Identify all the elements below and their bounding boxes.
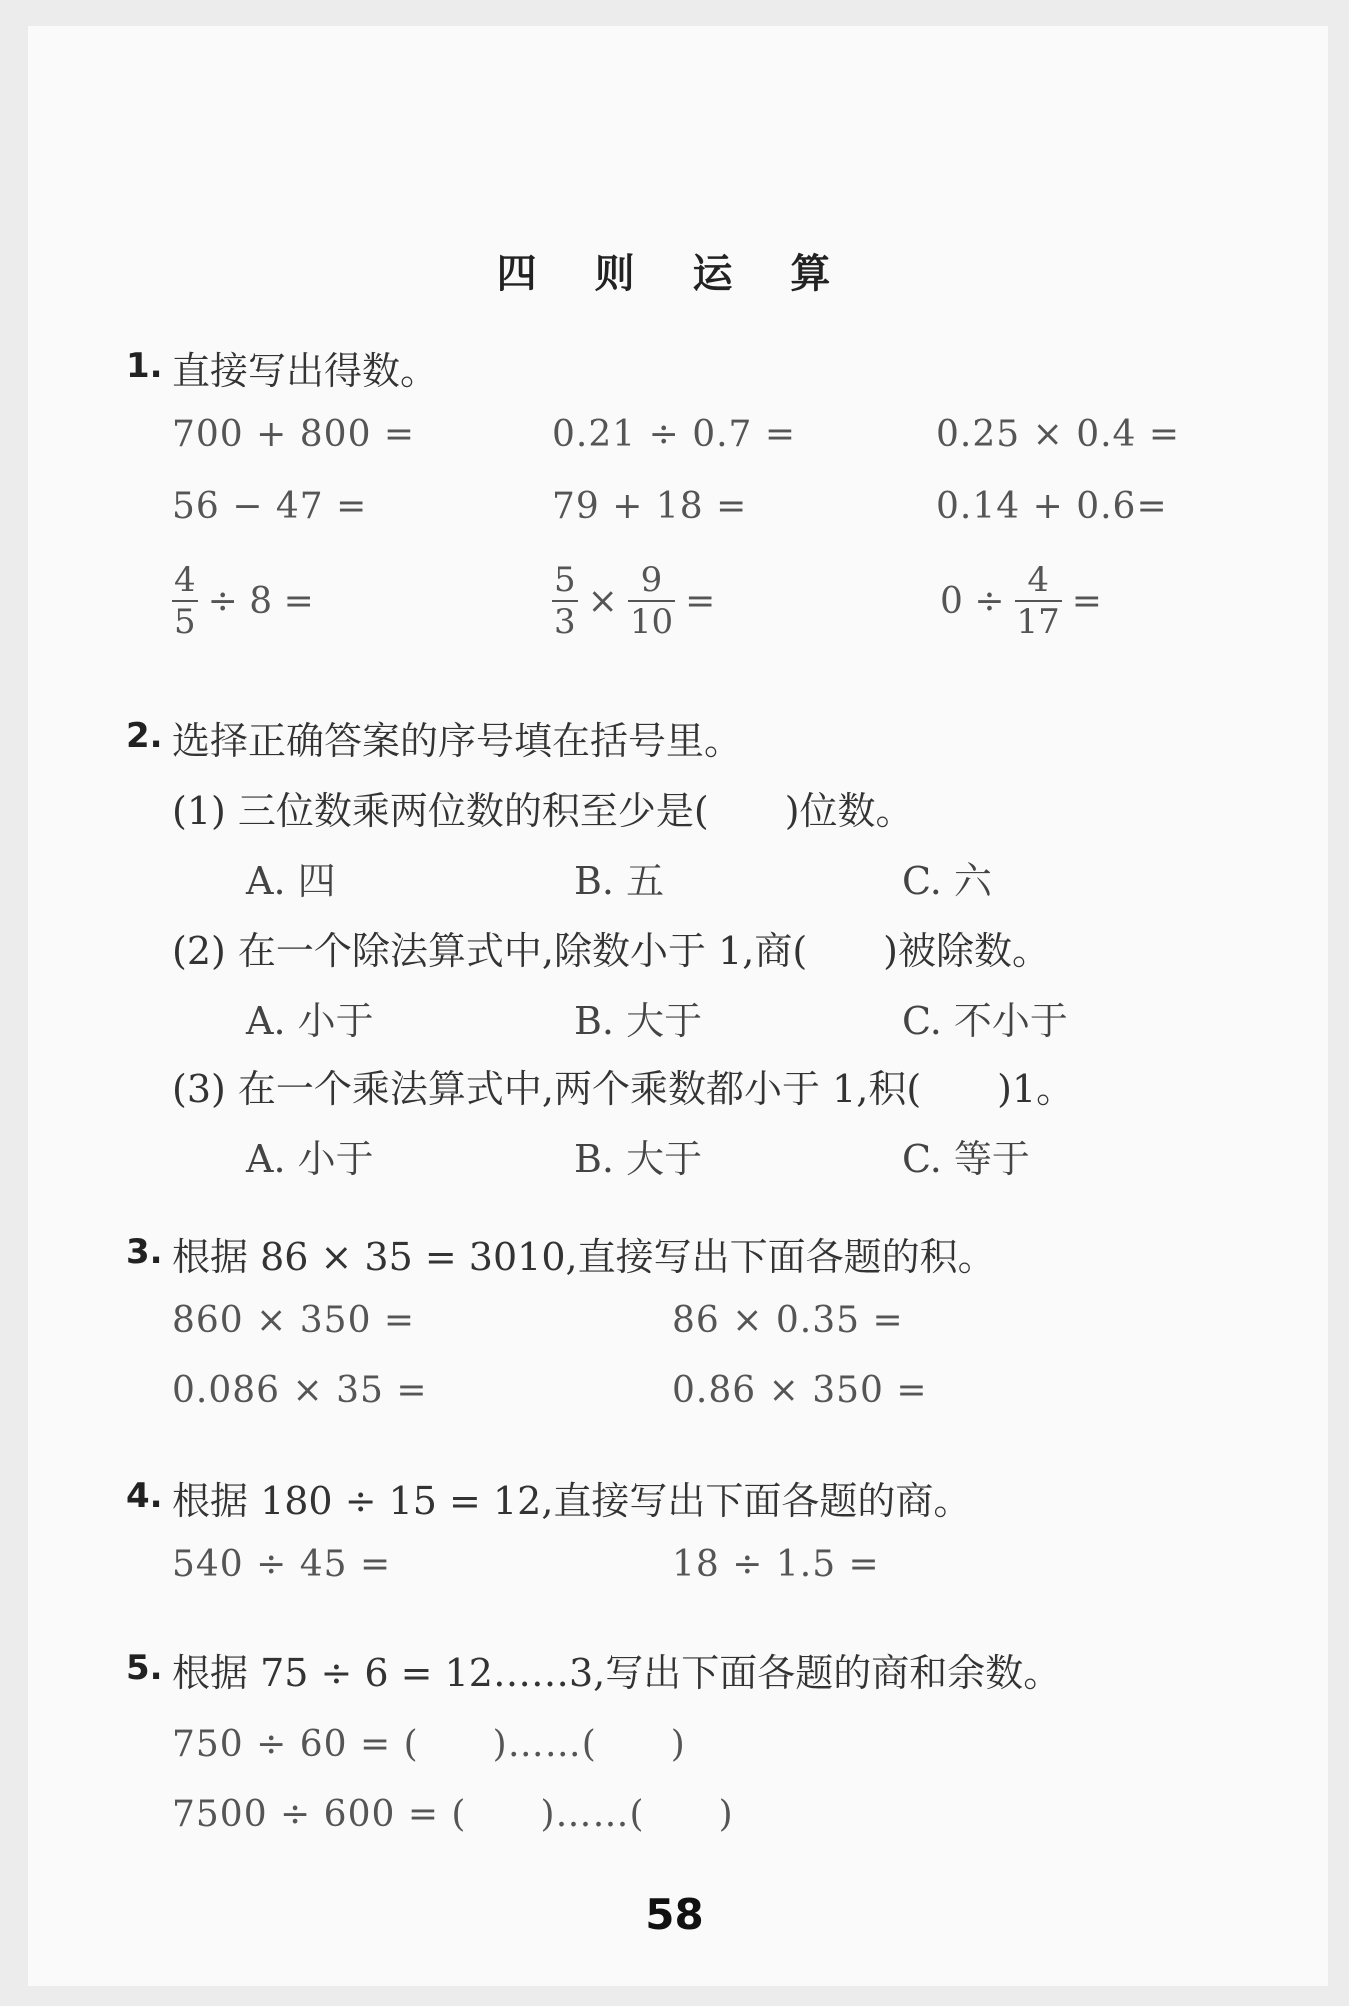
q1-expr-r1c1: 700 + 800 = — [172, 414, 416, 455]
q2-item-3-option-b: B. 大于 — [574, 1137, 703, 1181]
expr-tail: = — [685, 580, 716, 622]
fraction — [1015, 560, 1062, 642]
q1-expr-r3c2 — [546, 560, 719, 642]
fraction-numerator: 4 — [174, 560, 196, 600]
q2-item-1-option-b: B. 五 — [574, 859, 665, 903]
operator: × — [587, 580, 618, 622]
fraction-numerator: 5 — [554, 560, 576, 600]
fraction-denominator: 17 — [1016, 602, 1060, 642]
q3-expr-3: 0.086 × 35 = — [172, 1370, 428, 1411]
q1-expr-r2c3: 0.14 + 0.6= — [936, 486, 1168, 527]
q2-item-3-text: (3) 在一个乘法算式中,两个乘数都小于 1,积( )1。 — [172, 1067, 1075, 1111]
fraction — [628, 560, 675, 642]
q2-item-1-option-c: C. 六 — [902, 859, 992, 903]
fraction — [552, 560, 578, 642]
expr-tail: = — [1071, 580, 1102, 622]
question-3-text: 根据 86 × 35 = 3010,直接写出下面各题的积。 — [172, 1235, 996, 1279]
q1-expr-r2c2: 79 + 18 = — [552, 486, 748, 527]
q4-expr-2: 18 ÷ 1.5 = — [672, 1544, 880, 1585]
question-2-number: 2. — [126, 716, 163, 756]
page-title: 四 则 运 算 — [496, 251, 853, 297]
q1-expr-r1c2: 0.21 ÷ 0.7 = — [552, 414, 797, 455]
q2-item-2-text: (2) 在一个除法算式中,除数小于 1,商( )被除数。 — [172, 929, 1050, 973]
fraction-numerator: 9 — [640, 560, 663, 600]
question-5-number: 5. — [126, 1648, 163, 1688]
q3-expr-2: 86 × 0.35 = — [672, 1300, 904, 1341]
fraction-denominator: 3 — [554, 602, 576, 642]
page-number: 58 — [645, 1890, 704, 1939]
fraction — [172, 560, 198, 642]
question-5-text: 根据 75 ÷ 6 = 12……3,写出下面各题的商和余数。 — [172, 1651, 1062, 1695]
q2-item-3-option-a: A. 小于 — [246, 1137, 374, 1181]
question-4-text: 根据 180 ÷ 15 = 12,直接写出下面各题的商。 — [172, 1479, 972, 1523]
question-3-number: 3. — [126, 1232, 163, 1272]
q4-expr-1: 540 ÷ 45 = — [172, 1544, 392, 1585]
q5-expr-1: 750 ÷ 60 = ( )……( ) — [172, 1724, 686, 1765]
q1-expr-r1c3: 0.25 × 0.4 = — [936, 414, 1181, 455]
fraction-denominator: 5 — [174, 602, 196, 642]
q2-item-1-text: (1) 三位数乘两位数的积至少是( )位数。 — [172, 789, 914, 833]
q1-expr-r2c1: 56 − 47 = — [172, 486, 368, 527]
question-1-text: 直接写出得数。 — [172, 349, 439, 393]
fraction-numerator: 4 — [1027, 560, 1049, 600]
q5-expr-2: 7500 ÷ 600 = ( )……( ) — [172, 1794, 734, 1835]
fraction-denominator: 10 — [629, 602, 674, 642]
q2-item-2-option-c: C. 不小于 — [902, 999, 1068, 1043]
q2-item-2-option-b: B. 大于 — [574, 999, 703, 1043]
q1-expr-r3c3 — [936, 560, 1106, 642]
q2-item-3-option-c: C. 等于 — [902, 1137, 1030, 1181]
q3-expr-4: 0.86 × 350 = — [672, 1370, 928, 1411]
question-4-number: 4. — [126, 1476, 163, 1516]
question-1-number: 1. — [126, 346, 163, 386]
q1-expr-r3c1 — [166, 560, 318, 642]
expr-head: 0 ÷ — [940, 580, 1005, 622]
expr-tail: ÷ 8 = — [207, 580, 314, 622]
q3-expr-1: 860 × 350 = — [172, 1300, 416, 1341]
q2-item-2-option-a: A. 小于 — [246, 999, 374, 1043]
question-2-text: 选择正确答案的序号填在括号里。 — [172, 719, 743, 763]
q2-item-1-option-a: A. 四 — [246, 859, 336, 903]
